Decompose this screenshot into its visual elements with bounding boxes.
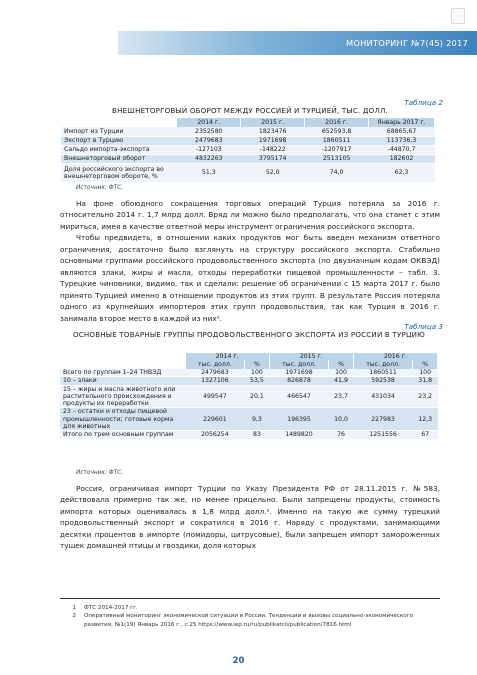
cell: 53,5 [245, 377, 270, 385]
footnote-text[interactable]: Оперативный мониторинг экономической ситуации в России. Тенденции и вызовы социально-экономического развития, №1(19) Январь 2016 г., с.25 https://www.iep.ru/ru/publikatcii/publication/7816.html [84, 613, 414, 628]
paragraph: На фоне обоюдного сокращения торговых операций Турция потеряла за 2016 г. относительно 2014 г. 1,7 млрд долл. Вряд ли можно было предполагать, что она станет с этим мириться, имея в качестве ответной меры инструмент ограничения российского экспорта. [60, 199, 440, 231]
table2-col-header: 2016 г. [305, 118, 369, 127]
page-number: 20 [232, 656, 245, 666]
cell: 1489820 [269, 431, 328, 439]
table3-year-header: 2014 г. [185, 353, 269, 360]
cell: 68865,67 [369, 127, 435, 136]
cell: 2513105 [305, 154, 369, 163]
table3-number: Таблица 3 [404, 322, 443, 331]
cell: 2352580 [177, 127, 241, 136]
table3-header-years [60, 353, 438, 360]
cell: 1971698 [241, 136, 305, 145]
table2-title: ВНЕШНЕТОРГОВЫЙ ОБОРОТ МЕЖДУ РОССИЕЙ И ТУРЦИЕЙ, ТЫС. ДОЛЛ. [112, 106, 388, 115]
cell: 23,7 [329, 385, 354, 408]
row-label: Всего по группам 1–24 ТНВЭД [60, 369, 185, 377]
table2-col-header: 2014 г. [177, 118, 241, 127]
journal-banner [118, 31, 477, 55]
cell: 3795174 [241, 154, 305, 163]
corner-tab [451, 8, 465, 24]
cell: 100 [329, 369, 354, 377]
table-row [61, 145, 435, 154]
table2 [61, 118, 435, 183]
cell: 76 [329, 431, 354, 439]
cell: 9,3 [245, 408, 270, 431]
table-row [61, 163, 435, 182]
cell: 592538 [353, 377, 412, 385]
table3-subcol: тыс. долл. [353, 360, 412, 369]
footnotes [60, 598, 440, 629]
cell: 826878 [269, 377, 328, 385]
body-text-1 [60, 198, 440, 324]
table3 [60, 353, 438, 440]
cell: 52,0 [241, 163, 305, 182]
cell: 23,2 [413, 385, 438, 408]
table-row [60, 431, 438, 439]
cell: 229601 [185, 408, 244, 431]
paragraph: Чтобы предвидеть, в отношении каких продуктов мог быть введен механизм ответного ограничения, достаточно было взглянуть на структуру российского экспорта. Стабильно основными группами российского продовольственного экспорта (по двузначным кодам ОКВЭД) являются злаки, жиры и масла, отходы переработки пищевой промышленности – табл. 3. Турецкие чиновники, видимо, так и сделали: решение об ограничении с 15 марта 2017 г. было принято Турцией именно в отношении продуктов из этих групп. В результате Россия потеряла одного из крупнейших импортеров этих групп продовольствия, так как Турция в 2016 г. занимала второе место в каждой из них¹. [60, 233, 440, 323]
cell: 4832263 [177, 154, 241, 163]
row-label: Экспорт в Турцию [61, 136, 177, 145]
cell: 227983 [353, 408, 412, 431]
cell: 100 [245, 369, 270, 377]
cell: 10,0 [329, 408, 354, 431]
table3-subcol: % [329, 360, 354, 369]
cell: 466547 [269, 385, 328, 408]
row-label: 10 – злаки [60, 377, 185, 385]
cell: 499547 [185, 385, 244, 408]
cell: 1971698 [269, 369, 328, 377]
row-label: 15 – жиры и масла животного или растительного происхождения и продукты их переработки [60, 385, 185, 408]
table2-header-row [61, 118, 435, 127]
table-row [60, 385, 438, 408]
cell: 431034 [353, 385, 412, 408]
cell: 41,9 [329, 377, 354, 385]
cell: 100 [413, 369, 438, 377]
cell: 1823476 [241, 127, 305, 136]
footnote-number: 2 [72, 613, 76, 620]
table3-subcol: тыс. долл. [269, 360, 328, 369]
cell: 1251556 [353, 431, 412, 439]
body-text-2 [60, 483, 440, 552]
row-label: 23 – остатки и отходы пищевой промышленности; готовые корма для животных [60, 408, 185, 431]
table2-col-header: 2015 г. [241, 118, 305, 127]
row-label: Сальдо импорта-экспорта [61, 145, 177, 154]
table2-col-header: Январь 2017 г. [369, 118, 435, 127]
cell: 2056254 [185, 431, 244, 439]
cell: 1860511 [305, 136, 369, 145]
cell: 31,8 [413, 377, 438, 385]
cell: 51,3 [177, 163, 241, 182]
cell: 20,1 [245, 385, 270, 408]
table3-subcol: % [413, 360, 438, 369]
cell: 182602 [369, 154, 435, 163]
cell: -127103 [177, 145, 241, 154]
table3-year-header: 2016 г. [353, 353, 437, 360]
table-row [60, 369, 438, 377]
cell: 2479683 [185, 369, 244, 377]
table3-year-header: 2015 г. [269, 353, 353, 360]
table3-subcol: % [245, 360, 270, 369]
journal-title: МОНИТОРИНГ №7(45) 2017 [346, 38, 468, 48]
cell: 196395 [269, 408, 328, 431]
footnote-number: 1 [72, 605, 76, 611]
cell: 74,0 [305, 163, 369, 182]
footnote [60, 612, 440, 629]
row-label: Импорт из Турции [61, 127, 177, 136]
cell: 113736,3 [369, 136, 435, 145]
table-row [60, 377, 438, 385]
table2-source: Источник: ФТС. [76, 185, 124, 191]
row-label: Внешнеторговый оборот [61, 154, 177, 163]
table-row [61, 136, 435, 145]
table3-source: Источник: ФТС. [76, 470, 124, 476]
cell: -1207917 [305, 145, 369, 154]
cell: -148222 [241, 145, 305, 154]
cell: 67 [413, 431, 438, 439]
table-row [60, 408, 438, 431]
table3-subcol: тыс. долл. [185, 360, 244, 369]
cell: 652593,8 [305, 127, 369, 136]
table-row [61, 154, 435, 163]
table2-number: Таблица 2 [404, 98, 443, 107]
row-label: Доля российского экспорта во внешнеторговом обороте, % [61, 163, 177, 182]
table3-title: ОСНОВНЫЕ ТОВАРНЫЕ ГРУППЫ ПРОДОВОЛЬСТВЕННОГО ЭКСПОРТА ИЗ РОССИИ В ТУРЦИЮ [72, 330, 426, 339]
cell: 2479683 [177, 136, 241, 145]
cell: 1327106 [185, 377, 244, 385]
cell: 62,3 [369, 163, 435, 182]
row-label: Итого по трем основным группам [60, 431, 185, 439]
cell: -44870,7 [369, 145, 435, 154]
footnote [60, 604, 440, 612]
cell: 12,3 [413, 408, 438, 431]
cell: 1860511 [353, 369, 412, 377]
cell: 83 [245, 431, 270, 439]
footnote-text: ФТС 2014-2017 гг. [84, 605, 138, 611]
table-row [61, 127, 435, 136]
paragraph: Россия, ограничивая импорт Турции по Указу Президента РФ от 28.11.2015 г. №583, действовала примерно так же, но менее прицельно. Были запрещены продукты, стоимость импорта которых оценивалась в 1,8 млрд долл.². Именно на такую же сумму турецкий продовольственный экспорт и сократился в 2016 г. Наряду с продуктами, занимающими десятки процентов в импорте (помидоры, цитрусовые), были запрещен импорт замороженных тушек домашней птицы и гвоздики, доля которых [60, 484, 440, 551]
